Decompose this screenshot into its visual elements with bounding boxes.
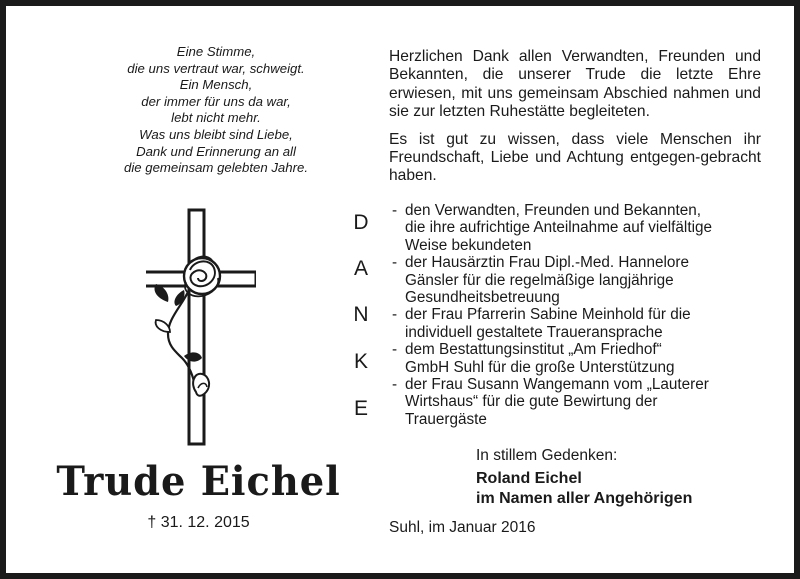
poem-line: Ein Mensch,	[179, 77, 253, 93]
poem-line: die uns vertraut war, schweigt.	[127, 60, 305, 76]
poem-line: Was uns bleibt sind Liebe,	[139, 126, 293, 142]
thanks-list	[389, 202, 779, 428]
danke-letter: D	[353, 211, 369, 234]
list-item: - der Frau Susann Wangemann vom „Lauterer Wirtshaus“ für die gute Bewirtung der Trauergäste	[392, 376, 709, 428]
list-item: - der Frau Pfarrerin Sabine Meinhold für die individuell gestaltete Traueransprache	[392, 306, 691, 341]
death-date: † 31. 12. 2015	[147, 514, 250, 531]
memory-intro: In stillem Gedenken:	[476, 447, 618, 464]
thanks-text	[389, 48, 761, 195]
list-item: - den Verwandten, Freunden und Bekannten, die ihre aufrichtige Anteilnahme auf vielfältige Weise bekundeten	[392, 202, 712, 254]
poem-line: lebt nicht mehr.	[171, 110, 261, 126]
danke-letter: N	[353, 303, 369, 326]
thanks-paragraph-2: Es ist gut zu wissen, dass viele Menschen ihr Freundschaft, Liebe und Achtung entgegen-gebracht haben.	[389, 130, 761, 185]
list-item: - dem Bestattungsinstitut „Am Friedhof“ GmbH Suhl für die große Unterstützung	[392, 341, 675, 376]
danke-letter: A	[353, 257, 368, 280]
danke-letter: E	[353, 397, 368, 420]
signer	[476, 469, 692, 509]
danke-letter: K	[353, 350, 368, 373]
cross-icon	[146, 206, 256, 451]
cross-with-rose-icon	[146, 206, 256, 456]
poem	[66, 44, 366, 177]
poem-line: Dank und Erinnerung an all	[136, 143, 296, 159]
poem-line: die gemeinsam gelebten Jahre.	[123, 160, 308, 176]
deceased-name: Trude Eichel	[56, 458, 341, 505]
poem-line: der immer für uns da war,	[141, 93, 291, 109]
signer-relation: im Namen aller Angehörigen	[476, 490, 693, 507]
thanks-paragraph-1: Herzlichen Dank allen Verwandten, Freunden und Bekannten, die unserer Trude die letzte Ehre erwiesen, mit uns gemeinsam Abschied nahmen und sie zur letzten Ruhestätte begleiteten.	[389, 48, 761, 121]
poem-line: Eine Stimme,	[176, 44, 256, 59]
signer-name: Roland Eichel	[476, 470, 582, 487]
place-date: Suhl, im Januar 2016	[389, 519, 536, 536]
list-item: - der Hausärztin Frau Dipl.-Med. Hannelore Gänsler für die regelmäßige langjährige Gesundheitsbetreuung	[392, 254, 689, 307]
